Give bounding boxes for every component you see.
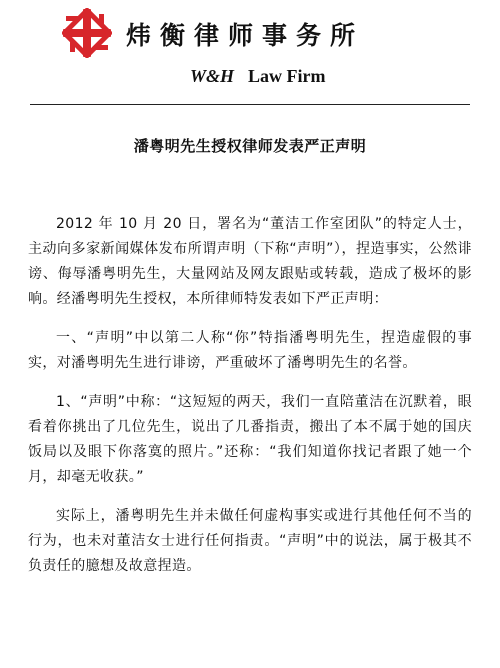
paragraph-rebuttal: 实际上，潘粤明先生并未做任何虚构事实或进行其他任何不当的行为，也未对董洁女士进行任何指责。“声明”中的说法，属于极其不负责任的臆想及故意捏造。 <box>28 508 472 574</box>
paragraph-intro: 2012 年 10 月 20 日，署名为“董洁工作室团队”的特定人士，主动向多家新闻媒体发布所谓声明（下称“声明”），捏造事实，公然诽谤、侮辱潘粤明先生，大量网站及网友跟贴或转载，造成了极坏的影响。经潘粤明先生授权，本所律师特发表如下严正声明： <box>28 216 472 307</box>
firm-name-chinese: 炜衡律师事务所 <box>126 21 365 50</box>
paragraph-point-one-sub-one: 1、“声明”中称：“这短短的两天，我们一直陪董洁在沉默着，眼看着你挑出了几位先生，说出了几番指责，搬出了本不属于她的国庆饭局以及眼下你落寞的照片。”还称：“我们知道你找记者跟了她一个月，却毫无收获。” <box>28 394 472 485</box>
firm-abbreviation: W&H <box>190 66 235 86</box>
document-body <box>28 212 472 593</box>
firm-name-english <box>190 66 326 87</box>
document-title: 潘粤明先生授权律师发表严正声明 <box>133 137 367 155</box>
letterhead-divider <box>30 104 470 105</box>
letterhead <box>0 0 500 108</box>
paragraph-point-one: 一、“声明”中以第二人称“你”特指潘粤明先生，捏造虚假的事实，对潘粤明先生进行诽谤，严重破坏了潘粤明先生的名誉。 <box>28 330 472 371</box>
firm-logo-icon <box>62 8 112 58</box>
firm-name-law-firm: Law Firm <box>248 66 326 86</box>
